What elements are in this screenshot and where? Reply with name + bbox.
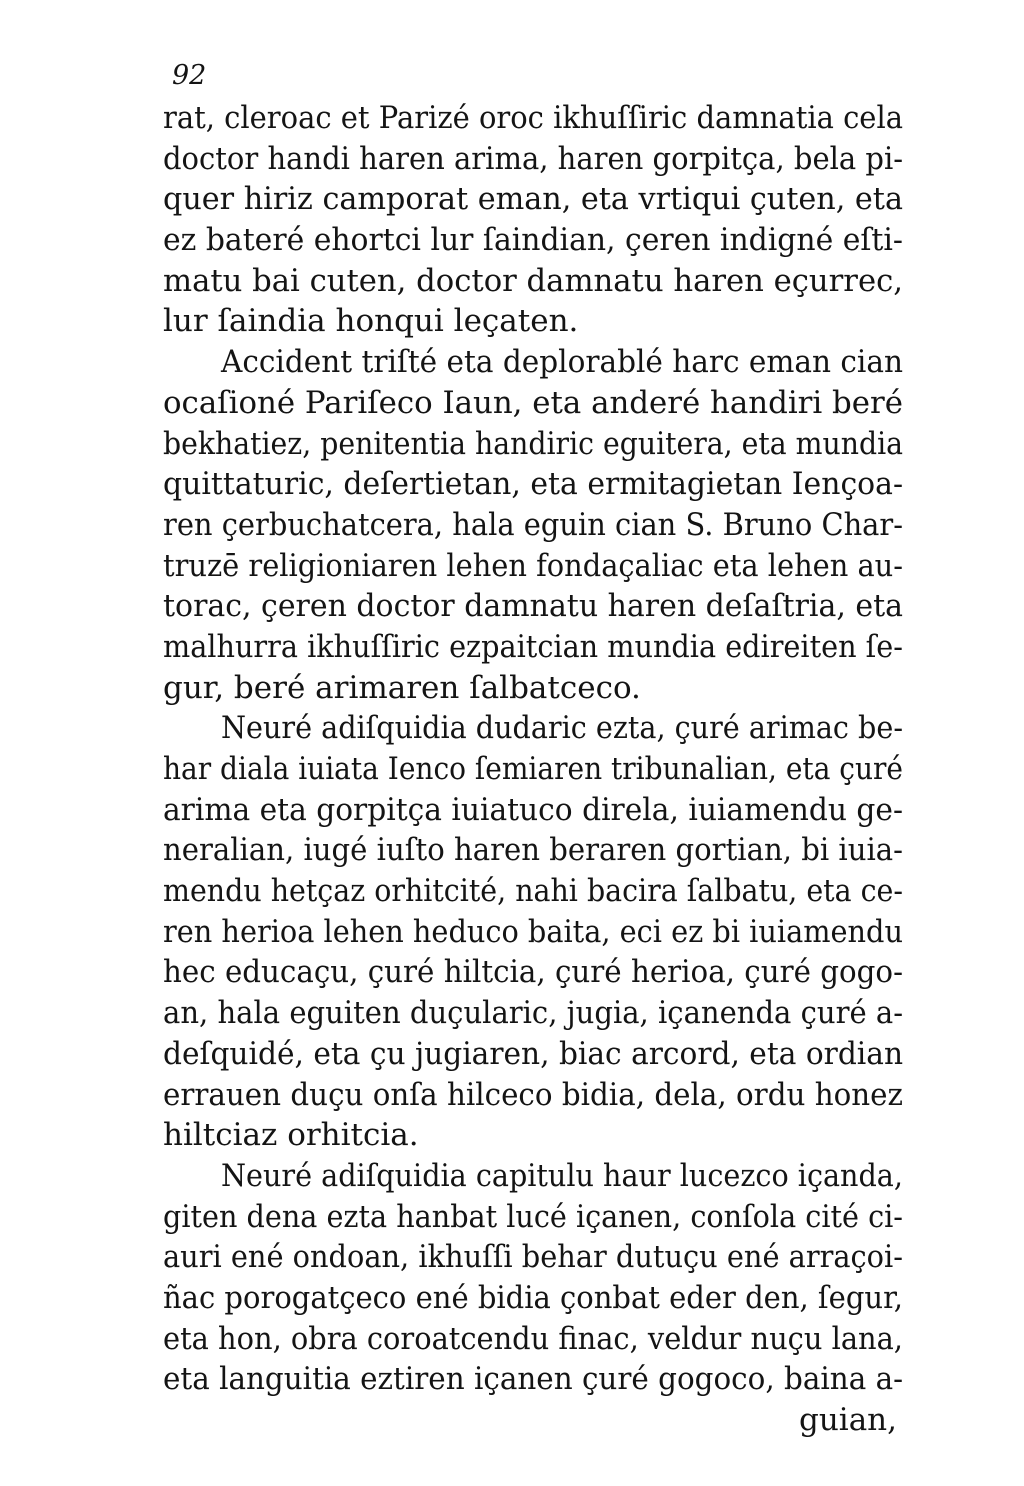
text-line <box>163 301 903 342</box>
text-line-content: rat, cleroac et Parizé oroc ikhuſſiric damnatia cela <box>163 100 903 136</box>
text-line-content: torac, çeren doctor damnatu haren deſaſtria, eta <box>163 588 903 625</box>
body-text <box>163 98 903 1441</box>
text-line-content: eta languitia eztiren içanen çuré gogoco, baina a- <box>163 1361 904 1398</box>
text-line-content: ñac porogatçeco ené bidia çonbat eder den, ſegur, <box>163 1279 903 1316</box>
text-line <box>163 261 903 302</box>
text-line <box>163 1075 903 1116</box>
text-line <box>163 912 903 953</box>
text-line <box>163 98 903 139</box>
text-line <box>163 424 903 465</box>
text-line <box>163 1156 903 1197</box>
text-line <box>163 546 903 587</box>
text-line <box>163 220 903 261</box>
text-line-content: hiltciaz orhitcia. <box>163 1117 419 1154</box>
text-line <box>163 1034 903 1075</box>
text-line <box>163 749 903 790</box>
text-line <box>163 952 903 993</box>
text-line <box>163 668 903 709</box>
text-line-content: gur, beré arimaren ſalbatceco. <box>163 669 641 706</box>
text-line <box>163 993 903 1034</box>
text-line <box>163 505 903 546</box>
text-line-content: quer hiriz camporat eman, eta vrtiqui çuten, eta <box>163 181 903 218</box>
text-line <box>163 383 903 424</box>
text-line <box>163 627 903 668</box>
text-line <box>163 1197 903 1238</box>
text-line-content: hec educaçu, çuré hiltcia, çuré herioa, çuré gogo- <box>163 954 903 991</box>
text-line-content: quittaturic, deſertietan, eta ermitagietan Iençoa- <box>163 466 904 503</box>
text-line-content: har diala iuiata Ienco ſemiaren tribunalian, eta çuré <box>163 751 904 787</box>
catchword-text: guian, <box>798 1402 897 1438</box>
text-line <box>163 790 903 831</box>
text-line-content: malhurra ikhuſſiric ezpaitcian mundia edireiten ſe- <box>163 628 903 665</box>
text-line-content: auri ené ondoan, ikhuſſi behar dutuçu ené arraçoi- <box>163 1239 903 1276</box>
text-line-content: Accident triſté eta deplorablé harc eman cian <box>221 344 903 381</box>
text-line-content: giten dena ezta hanbat lucé içanen, conſola cité ci- <box>163 1198 903 1235</box>
text-line <box>163 139 903 180</box>
text-line <box>163 342 903 383</box>
text-line-content: matu bai cuten, doctor damnatu haren eçurrec, <box>163 262 904 299</box>
text-line-content: Neuré adiſquidia dudaric ezta, çuré arimac be- <box>221 710 903 747</box>
text-line <box>163 830 903 871</box>
page-number: 92 <box>172 60 207 91</box>
text-line <box>163 1278 903 1319</box>
text-line-content: deſquidé, eta çu jugiaren, biac arcord, eta ordian <box>163 1035 904 1072</box>
text-line-content: an, hala eguiten duçularic, jugia, içanenda çuré a- <box>163 995 904 1032</box>
text-line <box>163 1319 903 1360</box>
text-line <box>163 1237 903 1278</box>
text-line-content: mendu hetçaz orhitcité, nahi bacira ſalbatu, eta ce- <box>163 873 904 910</box>
text-line <box>163 179 903 220</box>
text-line-content: neralian, iugé iuſto haren beraren gortian, bi iuia- <box>163 832 903 869</box>
text-line <box>163 871 903 912</box>
text-line-content: truzē religioniaren lehen fondaçaliac eta lehen au- <box>163 547 904 584</box>
text-line-content: ocaſioné Pariſeco Iaun, eta anderé handiri beré <box>163 384 903 421</box>
text-line <box>163 586 903 627</box>
text-line-content: eta hon, obra coroatcendu finac, veldur nuçu lana, <box>163 1320 903 1357</box>
text-line-content: errauen duçu onſa hilceco bidia, dela, ordu honez <box>163 1076 904 1113</box>
text-line-content: arima eta gorpitça iuiatuco direla, iuiamendu ge- <box>163 791 904 828</box>
text-line-content: ren herioa lehen heduco baita, eci ez bi iuiamendu <box>163 913 903 950</box>
text-line <box>163 1115 903 1156</box>
text-line-content: ren çerbuchatcera, hala eguin cian S. Bruno Char- <box>163 506 904 543</box>
text-line-content: bekhatiez, penitentia handiric eguitera, eta mundia <box>163 425 904 462</box>
text-line <box>163 464 903 505</box>
text-line <box>163 1359 903 1400</box>
catchword <box>163 1400 903 1441</box>
text-line-content: doctor handi haren arima, haren gorpitça, bela pi- <box>163 140 904 177</box>
text-line-content: lur ſaindia honqui leçaten. <box>163 303 579 340</box>
text-line-content: ez bateré ehortci lur ſaindian, çeren indigné eſti- <box>163 222 903 259</box>
text-line-content: Neuré adiſquidia capitulu haur lucezco içanda, <box>221 1157 903 1194</box>
text-line <box>163 708 903 749</box>
